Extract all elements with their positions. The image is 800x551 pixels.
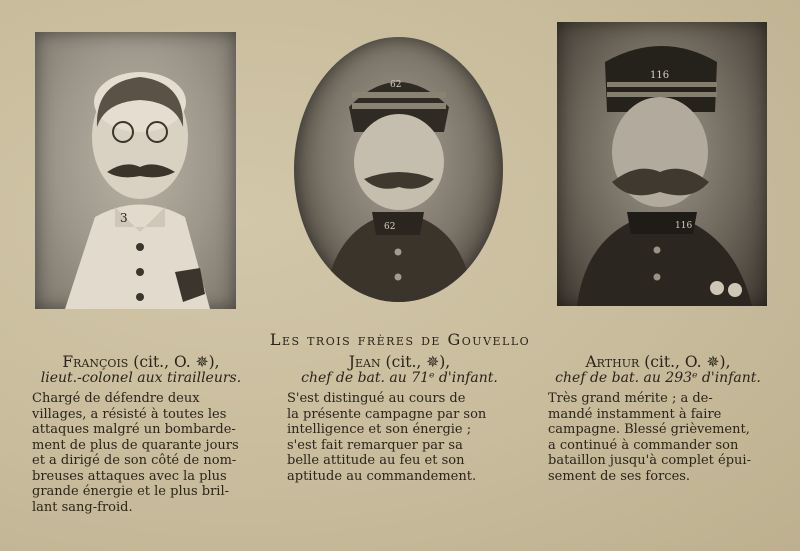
portrait-francois-image	[35, 32, 236, 309]
body-line: S'est distingué au cours de	[287, 391, 466, 406]
collar-number-arthur: 116	[675, 221, 693, 231]
citation-jean: (cit., ✵),	[385, 353, 451, 371]
caption-title: Les trois frères de Gouvello	[269, 330, 531, 349]
body-line: ment de plus de quarante jours	[32, 437, 239, 453]
caption-jean	[287, 355, 512, 484]
body-line: la présente campagne par son	[287, 406, 487, 422]
name-line-francois	[32, 355, 250, 371]
kepi-number-jean: 62	[390, 80, 402, 90]
name-jean: Jean	[348, 353, 381, 371]
caption-francois	[32, 355, 250, 515]
portrait-jean-image	[294, 37, 503, 302]
body-line: lant sang-froid.	[32, 499, 133, 515]
body-line: s'est fait remarquer par sa	[287, 437, 463, 453]
role-francois: lieut.-colonel aux tirailleurs.	[40, 369, 242, 386]
body-line: belle attitude au feu et son	[287, 453, 465, 468]
name-line-arthur	[548, 355, 768, 371]
body-line: Très grand mérite ; a de-	[548, 391, 713, 406]
name-francois: François	[62, 353, 129, 371]
body-jean	[287, 391, 512, 484]
collar-number-jean: 62	[384, 222, 396, 232]
name-arthur: Arthur	[585, 353, 640, 371]
portrait-arthur-image	[557, 22, 767, 306]
body-line: sement de ses forces.	[548, 468, 691, 484]
citation-francois: (cit., O. ✵),	[133, 353, 220, 371]
body-arthur	[548, 391, 768, 484]
body-line: mandé instamment à faire	[548, 406, 722, 422]
body-line: grande énergie et le plus bril-	[32, 484, 230, 499]
kepi-number-arthur: 116	[650, 70, 670, 81]
body-line: villages, a résisté à toutes les	[32, 406, 227, 422]
body-line: attaques malgré un bombarde-	[32, 422, 236, 437]
body-francois	[32, 391, 250, 515]
caption-arthur	[548, 355, 768, 484]
name-line-jean	[287, 355, 512, 371]
portrait-francois	[35, 32, 236, 309]
role-jean: chef de bat. au 71ᵉ d'infant.	[301, 369, 498, 386]
collar-number-francois: 3	[120, 211, 128, 225]
citation-arthur: (cit., O. ✵),	[644, 353, 731, 371]
body-line: et a dirigé de son côté de nom-	[32, 453, 237, 468]
role-arthur: chef de bat. au 293ᵉ d'infant.	[555, 369, 761, 386]
body-line: intelligence et son énergie ;	[287, 422, 472, 437]
body-line: campagne. Blessé grièvement,	[548, 422, 750, 437]
body-line: bataillon jusqu'à complet épui-	[548, 453, 751, 468]
body-line: aptitude au commandement.	[287, 468, 477, 484]
portrait-jean	[294, 37, 503, 302]
body-line: Chargé de défendre deux	[32, 391, 200, 406]
body-line: breuses attaques avec la plus	[32, 468, 227, 484]
body-line: a continué à commander son	[548, 437, 739, 453]
portrait-arthur	[557, 22, 767, 306]
